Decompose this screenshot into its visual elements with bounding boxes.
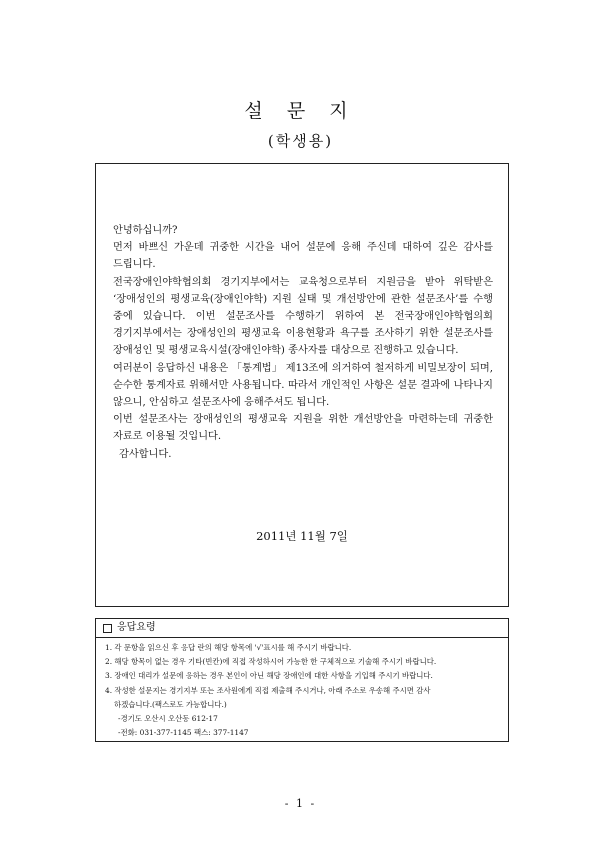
- response-guide-list: [96, 638, 508, 740]
- letter-date: 2011년 11월 7일: [256, 529, 348, 543]
- intro-letter-text: [113, 222, 493, 463]
- guide-item-4-continued: 하겠습니다.(팩스로도 가능합니다.): [114, 699, 227, 709]
- guide-item-3: 3. 장애인 대리가 설문에 응하는 경우 본인이 아닌 해당 장애인에 대한 사항을 기입해 주시기 바랍니다.: [105, 671, 433, 681]
- document-title: 설 문 지: [244, 100, 357, 122]
- intro-paragraph-4: 이번 설문조사는 장애성인의 평생교육 지원을 위한 개선방안을 마련하는데 귀중한 자료로 이용될 것입니다.: [113, 414, 493, 443]
- contact-phone-fax: -전화: 031-377-1145 팩스: 377-1147: [118, 728, 249, 738]
- intro-letter-box: [95, 163, 509, 607]
- response-guide-box: [95, 618, 509, 742]
- guide-item-4: 4. 작성한 설문지는 경기지부 또는 조사원에게 직접 제출해 주시거나, 아래 주소로 우송해 주시면 감사: [105, 685, 431, 695]
- square-bullet-icon: [103, 624, 112, 633]
- intro-paragraph-3: 여러분이 응답하신 내용은 「통계법」 제13조에 의거하여 철저하게 비밀보장이 되며, 순수한 통계자료 위해서만 사용됩니다. 따라서 개인적인 사항은 설문 결과에 나타나지 않으니, 안심하고 설문조사에 응해주셔도 됩니다.: [113, 362, 493, 409]
- intro-paragraph-1: 먼저 바쁘신 가운데 귀중한 시간을 내어 설문에 응해 주신데 대하여 깊은 감사를 드립니다.: [113, 242, 493, 271]
- page-number: - 1 -: [284, 797, 317, 810]
- guide-item-2: 2. 해당 항목이 없는 경우 기타(빈칸)에 직접 작성하시어 가능한 한 구체적으로 기술해 주시기 바랍니다.: [105, 657, 437, 667]
- closing-thanks: 감사합니다.: [119, 448, 172, 460]
- document-subtitle: (학생용): [267, 132, 334, 150]
- response-guide-heading: 응답요령: [117, 622, 156, 633]
- greeting: 안녕하십니까?: [113, 225, 178, 236]
- contact-address: -경기도 오산시 오산동 612-17: [118, 714, 218, 724]
- response-guide-header: [96, 619, 508, 638]
- intro-paragraph-2: 전국장애인야학협의회 경기지부에서는 교육청으로부터 지원금을 받아 위탁받은 ‘장애성인의 평생교육(장애인야학) 지원 실태 및 개선방안에 관한 설문조사’를 수행 중에 있습니다. 이번 설문조사를 수행하기 위하여 본 전국장애인야학협의회 경기지부에서는 장애성인의 평생교육 이용현황과 욕구를 조사하기 위한 설문조사를 장애성인 및 평생교육시설(장애인야학) 종사자를 대상으로 진행하고 있습니다.: [113, 276, 493, 357]
- guide-item-1: 1. 각 문항을 읽으신 후 응답 란의 해당 항목에 '√'표시를 해 주시기 바랍니다.: [105, 643, 352, 652]
